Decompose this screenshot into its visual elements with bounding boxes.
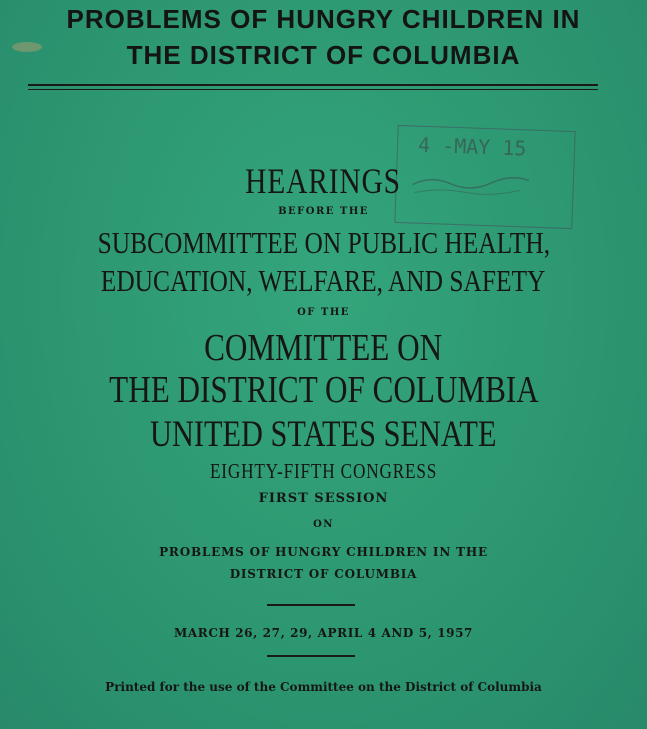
title-line-2: THE DISTRICT OF COLUMBIA	[126, 40, 521, 70]
subcommittee-line-2-wrap	[0, 263, 647, 299]
divider-lower	[267, 655, 355, 657]
stamp-date: 4 -MAY 15	[417, 132, 527, 161]
before-the: BEFORE THE	[278, 206, 369, 217]
subject-line-1: PROBLEMS OF HUNGRY CHILDREN IN THE	[159, 545, 488, 559]
title-double-rule-top	[28, 84, 598, 86]
committee-line-2-wrap	[0, 368, 647, 412]
committee-line-1-wrap	[0, 326, 647, 370]
subject-line-2: DISTRICT OF COLUMBIA	[229, 567, 418, 581]
senate-line-wrap	[0, 413, 647, 456]
title-line-1: PROBLEMS OF HUNGRY CHILDREN IN	[66, 4, 581, 34]
subcommittee-line-2: EDUCATION, WELFARE, AND SAFETY	[101, 263, 546, 298]
hearing-dates: MARCH 26, 27, 29, APRIL 4 AND 5, 1957	[173, 626, 474, 640]
printed-for-line: Printed for the use of the Committee on the District of Columbia	[105, 680, 542, 694]
of-the: OF THE	[297, 307, 350, 318]
hearings-heading: HEARINGS	[245, 161, 402, 201]
divider-upper	[267, 604, 355, 606]
congress-line-wrap	[0, 459, 647, 484]
senate-line: UNITED STATES SENATE	[150, 414, 497, 455]
committee-line-1: COMMITTEE ON	[204, 327, 443, 369]
subcommittee-line-1-wrap	[0, 225, 647, 261]
subcommittee-line-1: SUBCOMMITTEE ON PUBLIC HEALTH,	[97, 225, 550, 260]
title-double-rule-bottom	[28, 89, 598, 90]
on-line: ON	[313, 519, 334, 530]
session-line: FIRST SESSION	[258, 491, 389, 506]
committee-line-2: THE DISTRICT OF COLUMBIA	[108, 369, 539, 411]
hearings-heading-wrap	[0, 160, 647, 202]
congress-line: EIGHTY-FIFTH CONGRESS	[209, 459, 438, 483]
